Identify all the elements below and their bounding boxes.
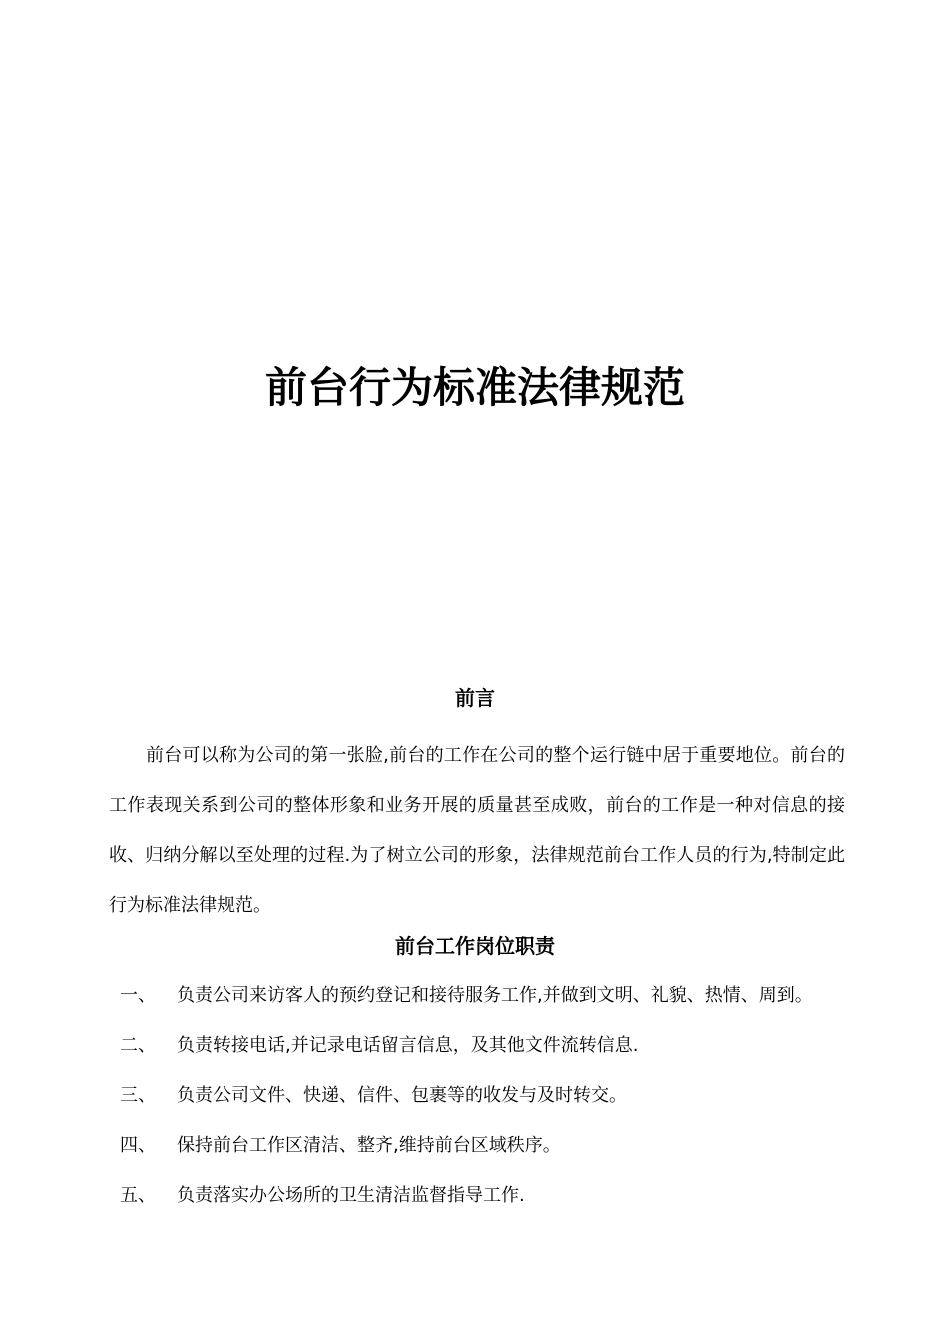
- duty-item-2: [109, 1031, 849, 1081]
- duty-text: 负责落实办公场所的卫生清洁监督指导工作.: [177, 1185, 525, 1206]
- preface-paragraph: 前台可以称为公司的第一张脸,前台的工作在公司的整个运行链中居于重要地位。前台的工作表现关系到公司的整体形象和业务开展的质量甚至成败，前台的工作是一种对信息的接收、归纳分解以至处理的过程.为了树立公司的形象，法律规范前台工作人员的行为,特制定此行为标准法律规范。: [109, 745, 845, 916]
- duty-number: 三、: [120, 1085, 156, 1106]
- duty-text: 负责公司文件、快递、信件、包裹等的收发与及时转交。: [177, 1085, 627, 1106]
- duty-text: 负责公司来访客人的预约登记和接待服务工作,并做到文明、礼貌、热情、周到。: [177, 985, 813, 1006]
- duty-number: 五、: [120, 1185, 156, 1206]
- duty-item-1: [109, 981, 849, 1031]
- duty-number: 一、: [120, 985, 156, 1006]
- duty-item-3: [109, 1081, 849, 1131]
- duty-number: 四、: [120, 1135, 156, 1156]
- duties-heading: 前台工作岗位职责: [395, 934, 555, 958]
- duty-text: 保持前台工作区清洁、整齐,维持前台区域秩序。: [177, 1135, 561, 1156]
- preface-heading: 前言: [455, 686, 495, 710]
- duty-number: 二、: [120, 1035, 156, 1056]
- duty-list: [109, 981, 849, 1231]
- duty-item-4: [109, 1131, 849, 1181]
- duty-text: 负责转接电话,并记录电话留言信息，及其他文件流转信息.: [177, 1035, 639, 1056]
- duty-item-5: [109, 1181, 849, 1231]
- document-title: 前台行为标准法律规范: [264, 363, 685, 412]
